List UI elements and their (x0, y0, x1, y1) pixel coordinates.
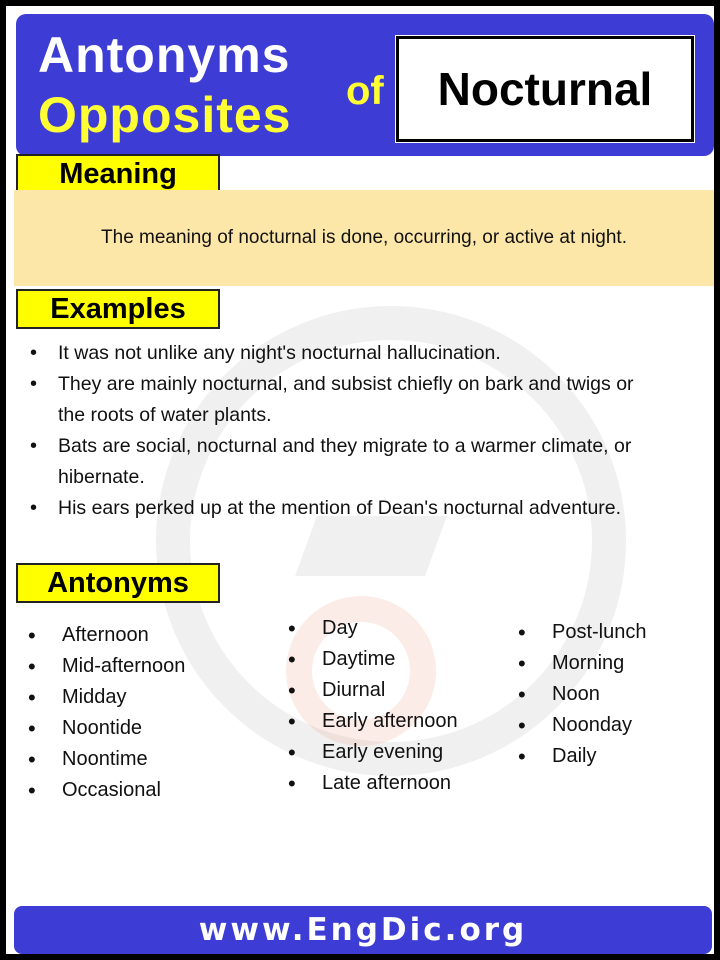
antonym-item: • Late afternoon (284, 768, 458, 799)
headword-box (396, 36, 694, 142)
antonym-item: • Post-lunch (514, 617, 647, 648)
antonym-item: • Noonday (514, 710, 647, 741)
antonym-item: • Noontime (24, 744, 185, 775)
antonyms-column-3 (514, 617, 647, 772)
antonym-item: • Midday (24, 682, 185, 713)
example-item: • Bats are social, nocturnal and they migrate to a warmer climate, or hibernate. (24, 431, 664, 493)
antonym-item: • Early afternoon (284, 706, 458, 737)
antonym-item: • Diurnal (284, 675, 458, 706)
example-item: • They are mainly nocturnal, and subsist chiefly on bark and twigs or the roots of water plants. (24, 369, 664, 431)
antonym-item: • Occasional (24, 775, 185, 806)
title-antonyms: Antonyms (38, 27, 291, 83)
antonyms-label: Antonyms (16, 563, 220, 603)
footer-url-link[interactable]: www.EngDic.org (198, 912, 528, 948)
footer-banner (14, 906, 712, 954)
meaning-label: Meaning (16, 154, 220, 194)
antonym-item: • Daily (514, 741, 647, 772)
antonyms-column-1 (24, 620, 185, 806)
watermark-cap-icon (295, 516, 447, 576)
headword: Nocturnal (437, 63, 653, 115)
example-item: • It was not unlike any night's nocturnal hallucination. (24, 338, 664, 369)
antonym-item: • Noon (514, 679, 647, 710)
antonym-item: • Mid-afternoon (24, 651, 185, 682)
antonym-item: • Daytime (284, 644, 458, 675)
example-item: • His ears perked up at the mention of Dean's nocturnal adventure. (24, 493, 664, 524)
antonym-item: • Noontide (24, 713, 185, 744)
examples-label: Examples (16, 289, 220, 329)
meaning-text: The meaning of nocturnal is done, occurring, or active at night. (101, 227, 627, 248)
antonyms-column-2 (284, 613, 458, 799)
antonym-item: • Day (284, 613, 458, 644)
antonym-item: • Afternoon (24, 620, 185, 651)
header-banner (16, 14, 714, 156)
antonym-item: • Early evening (284, 737, 458, 768)
antonym-item: • Morning (514, 648, 647, 679)
title-opposites: Opposites (38, 87, 292, 143)
meaning-box (14, 190, 714, 286)
title-of: of (346, 69, 384, 113)
examples-list (24, 338, 664, 524)
page (6, 6, 714, 954)
